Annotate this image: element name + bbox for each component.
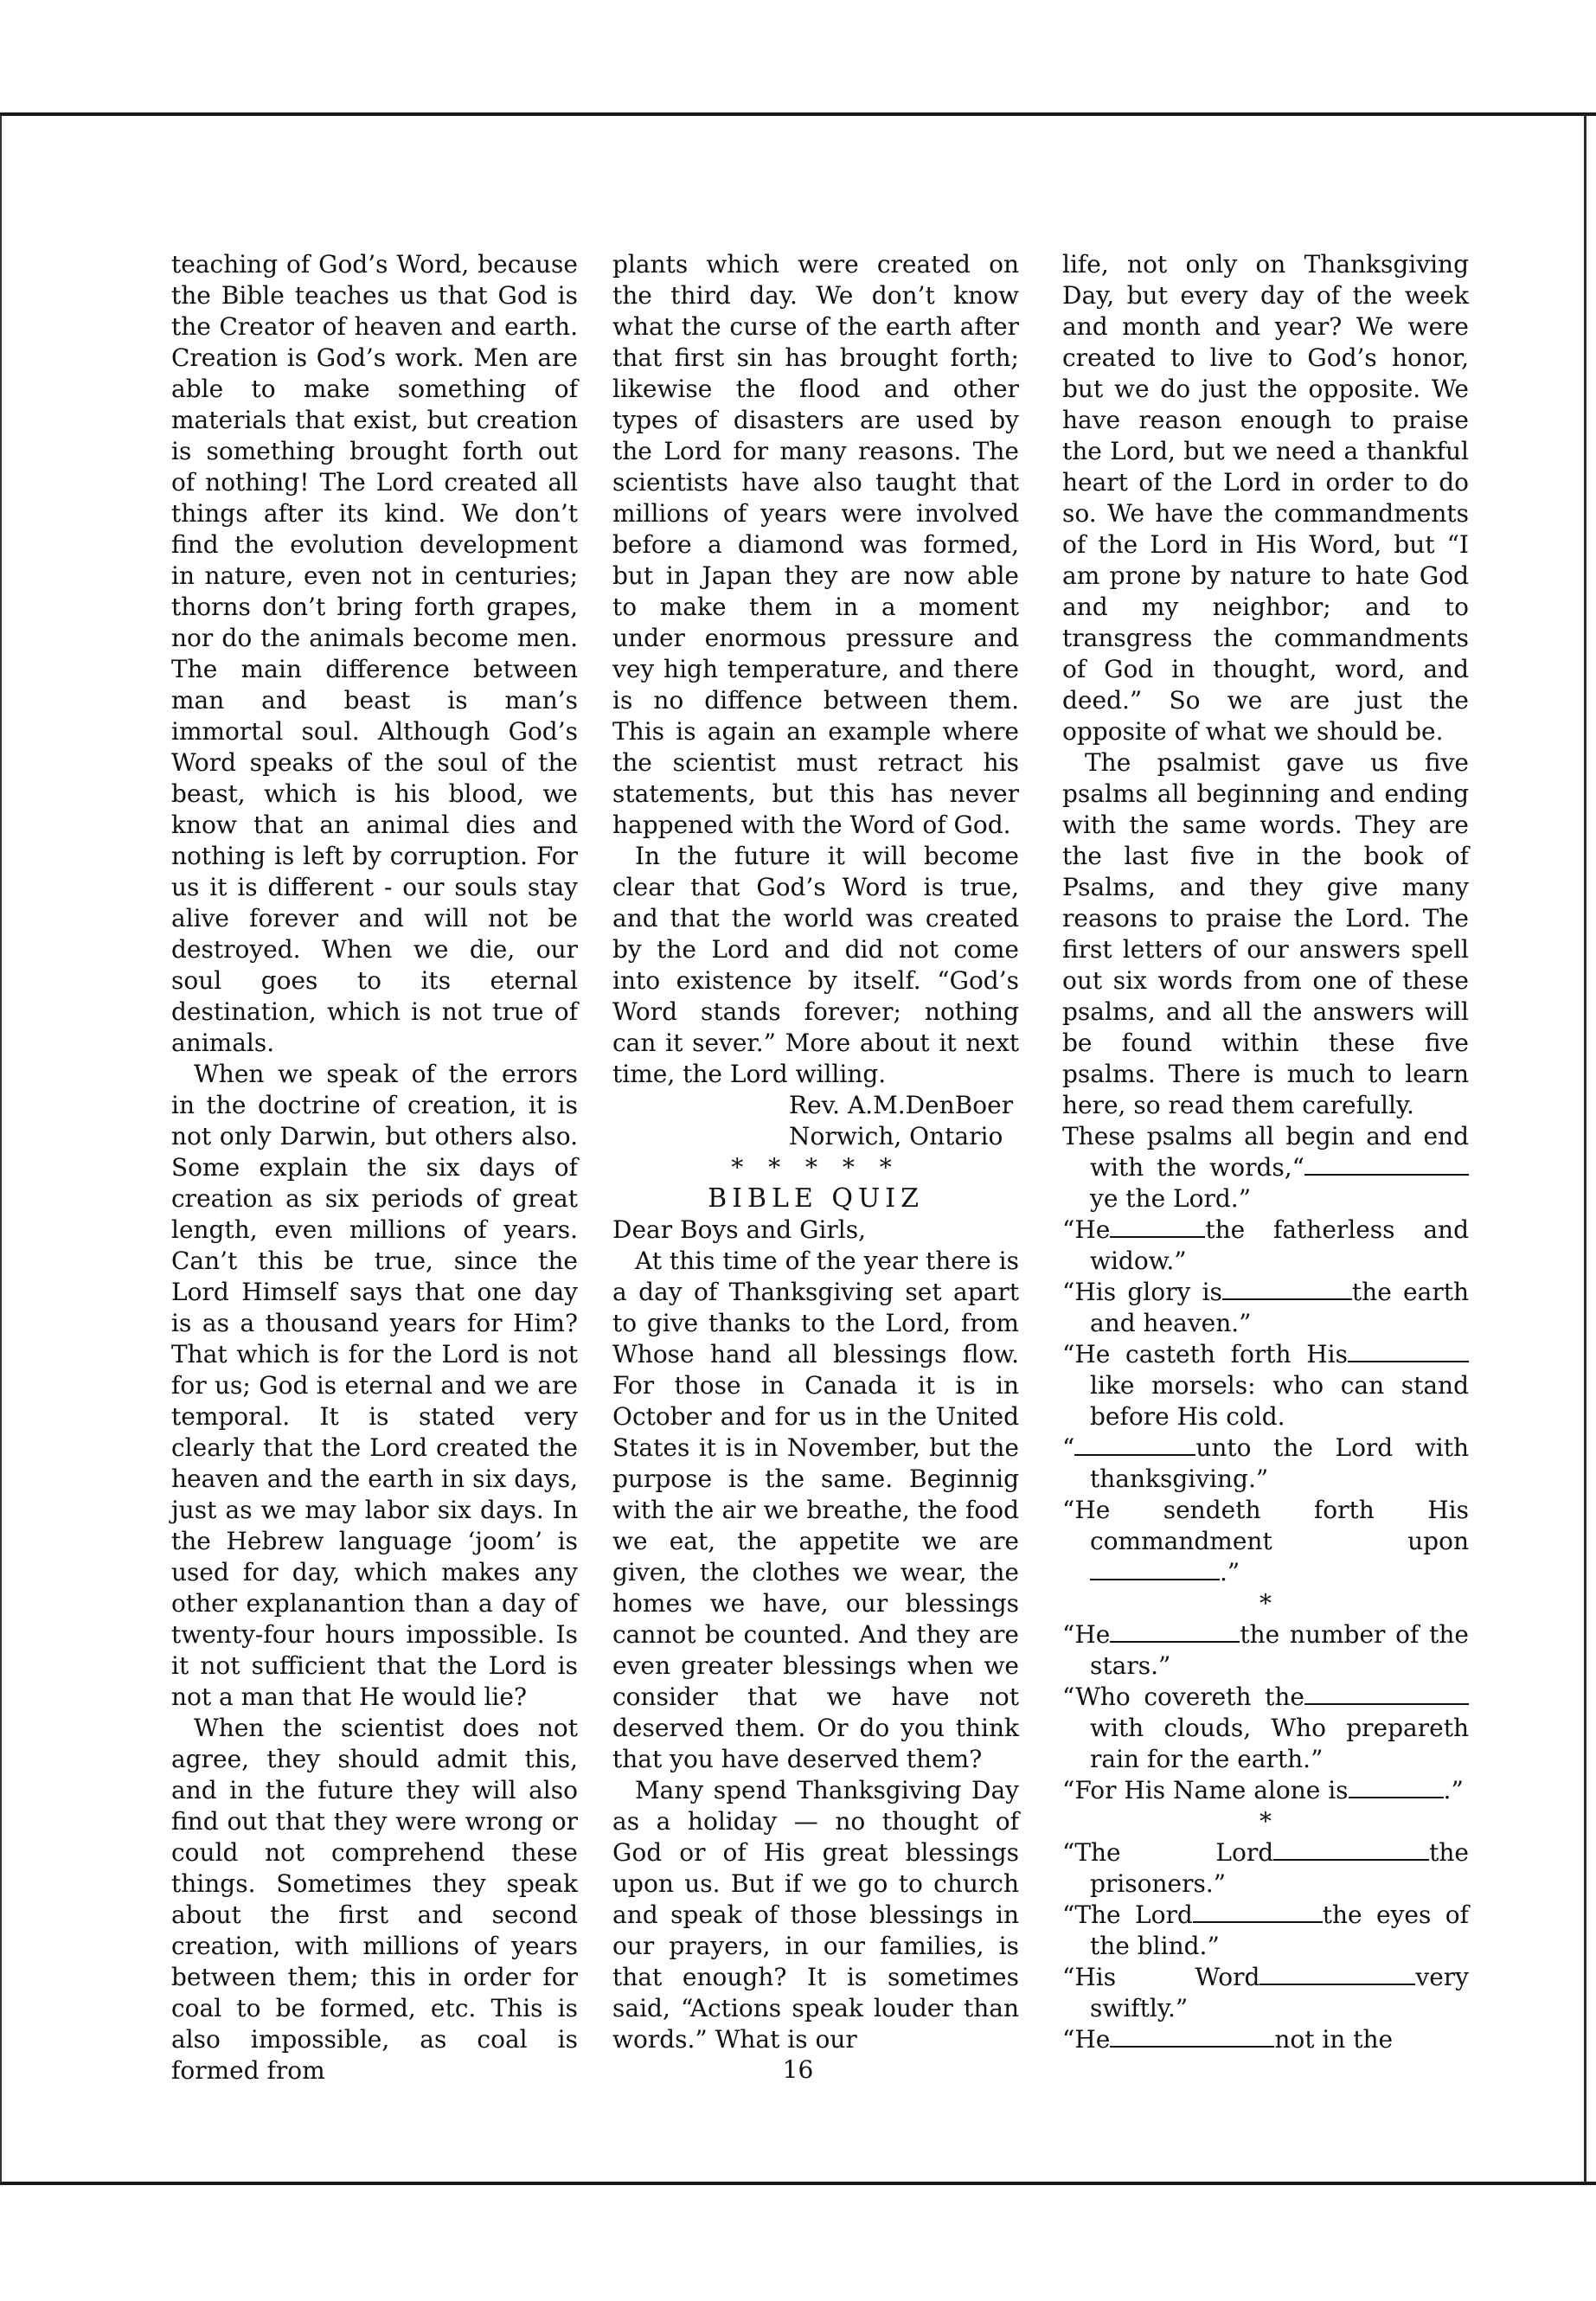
question-text: .” [1443,1776,1464,1804]
column-2 [612,249,1019,2055]
quiz-salutation: Dear Boys and Girls, [612,1215,867,1244]
question-text: “He [1062,1620,1111,1649]
question-text: “The Lord [1062,1900,1193,1929]
question-text: “His glory is [1062,1278,1222,1306]
quiz-paragraph: At this time of the year there is a day of Thanksgiving set apart to give thanks to the Lord, from Whose hand all blessings flow. For those in Canada it is in October and for us in the United States it is in November, but the purpose is the same. Beginnig with the air we breathe, the food we eat, the appetite we are given, the clothes we wear, the homes we have, our blessings cannot be counted. And they are even greater blessings when we consider that we have not deserved them. Or do you think that you have deserved them? [612,1247,1019,1773]
section-divider: * * * * * [731,1153,901,1182]
answer-blank [1259,1965,1415,1985]
question-text: “ [1062,1433,1075,1462]
quiz-question [1062,1121,1469,1215]
question-text: “He casteth forth His [1062,1340,1348,1368]
answer-blank [1090,1560,1220,1580]
article-paragraph: In the future it will become clear that God’s Word is true, and that the world was created by the Lord and did not come into existence by itself. “God’s Word stands forever; nothing can it sever.” More about it next time, the Lord willing. [612,842,1019,1088]
page-edge-right [1584,116,1586,2182]
article-paragraph: plants which were created on the third day. We don’t know what the curse of the earth after that first sin has brought forth; likewise the flood and other types of disasters are used by the Lord for many reasons. The scientists have also taught that millions of years were involved before a diamond was formed, but in Japan they are now able to make them in a moment under enormous pressure and vey high temperature, and there is no diffence between them. This is again an example where the scientist must retract his statements, but this has never happened with the Word of God. [612,250,1019,839]
quiz-paragraph: The psalmist gave us five psalms all beginning and ending with the same words. They are the last five in the book of Psalms, and they give many reasons to praise the Lord. The first letters of our answers spell out six words from one of these psalms, and all the answers will be found within these five psalms. There is much to learn here, so read them carefully. [1062,748,1469,1119]
question-text: not in the [1274,2025,1394,2054]
quiz-question [1062,1495,1469,1588]
question-text: “He sendeth forth His commandment upon [1062,1496,1469,1555]
quiz-questions [1062,1121,1469,2055]
scan-border-top [0,112,1596,116]
question-text: the earth and heaven.” [1090,1278,1469,1337]
quiz-question [1062,2024,1469,2055]
quiz-heading: BIBLE QUIZ [708,1183,924,1214]
question-text: the prisoners.” [1090,1838,1469,1898]
quiz-question [1062,1339,1469,1433]
question-text: .” [1220,1558,1240,1586]
question-text: “Who covereth the [1062,1682,1304,1711]
answer-blank [1349,1778,1444,1798]
quiz-question [1062,1837,1469,1900]
quiz-question [1062,1962,1469,2024]
question-text: “His Word [1062,1963,1260,1991]
answer-blank [1110,1217,1205,1238]
answer-blank [1304,1684,1469,1705]
answer-blank [1273,1840,1429,1861]
answer-blank [1304,1155,1469,1176]
answer-blank [1348,1342,1469,1362]
article-paragraph: teaching of God’s Word, because the Bible teaches us that God is the Creator of heaven and earth. Creation is God’s work. Men are able to make something of materials that exist, but creation is something brought forth out of nothing! The Lord created all things after its kind. We don’t find the evolution development in nature, even not in centuries; thorns don’t bring forth grapes, nor do the animals become men. The main difference between man and beast is man’s immortal soul. Although God’s Word speaks of the soul of the beast, which is his blood, we know that an animal dies and nothing is left by corruption. For us it is different - our souls stay alive forever and will not be destroyed. When we die, our soul goes to its eternal destination, which is not true of animals. [171,250,578,1057]
author-location: Norwich, Ontario [789,1122,1003,1150]
question-text: the fatherless and widow.” [1090,1215,1469,1275]
answer-blank [1193,1902,1323,1923]
quiz-question [1062,1619,1469,1682]
quiz-question [1062,1775,1469,1806]
answer-blank [1110,2027,1274,2048]
question-text: very swiftly.” [1090,1963,1469,2022]
page-edge-left [0,116,2,2182]
quiz-question [1062,1682,1469,1775]
page-number: 16 [782,2055,814,2084]
answer-blank [1110,1622,1240,1643]
answer-blank [1222,1279,1352,1300]
quiz-separator: * [1259,1589,1272,1618]
answer-blank [1074,1435,1195,1456]
question-text: like morsels: who can stand before His cold. [1090,1371,1469,1431]
question-text: “He [1062,2025,1111,2054]
scan-border-bottom [0,2182,1596,2185]
question-text: the number of the stars.” [1090,1620,1469,1680]
question-text: These psalms all begin and end with the words,“ [1062,1122,1469,1182]
article-paragraph: When the scientist does not agree, they should admit this, and in the future they will also find out that they were wrong or could not comprehend these things. Sometimes they speak about the first and second creation, with millions of years between them; this in order for coal to be formed, etc. This is also impossible, as coal is formed from [171,1714,578,2085]
question-text: ye the Lord.” [1090,1184,1252,1213]
column-3 [1062,249,1469,2055]
quiz-question [1062,1900,1469,1962]
author-name: Rev. A.M.DenBoer [789,1091,1014,1119]
question-text: “The Lord [1062,1838,1274,1867]
question-text: the eyes of the blind.” [1090,1900,1469,1960]
question-text: “For His Name alone is [1062,1776,1349,1804]
question-text: unto the Lord with thanksgiving.” [1090,1433,1469,1493]
quiz-paragraph: Many spend Thanksgiving Day as a holiday — no thought of God or of His great blessings upon us. But if we go to church and speak of those blessings in our prayers, in our families, is that enough? It is sometimes said, “Actions speak louder than words.” What is our [612,1776,1019,2054]
article-paragraph: When we speak of the errors in the doctrine of creation, it is not only Darwin, but others also. Some explain the six days of creation as six periods of great length, even millions of years. Can’t this be true, since the Lord Himself says that one day is as a thousand years for Him? That which is for the Lord is not for us; God is eternal and we are temporal. It is stated very clearly that the Lord created the heaven and the earth in six days, just as we may labor six days. In the Hebrew language ‘joom’ is used for day, which makes any other explanantion than a day of twenty-four hours impossible. Is it not sufficient that the Lord is not a man that He would lie? [171,1060,578,1711]
quiz-separator: * [1259,1807,1272,1836]
quiz-paragraph: life, not only on Thanksgiving Day, but every day of the week and month and year? We were created to live to God’s honor, but we do just the opposite. We have reason enough to praise the Lord, but we need a thankful heart of the Lord in order to do so. We have the commandments of the Lord in His Word, but “I am prone by nature to hate God and my neighbor; and to transgress the commandments of God in thought, word, and deed.” So we are just the opposite of what we should be. [1062,250,1469,746]
quiz-question [1062,1215,1469,1277]
quiz-question [1062,1277,1469,1339]
column-1 [171,249,578,2086]
question-text: “He [1062,1215,1111,1244]
question-text: with clouds, Who prepareth rain for the earth.” [1090,1714,1469,1773]
quiz-question [1062,1433,1469,1495]
